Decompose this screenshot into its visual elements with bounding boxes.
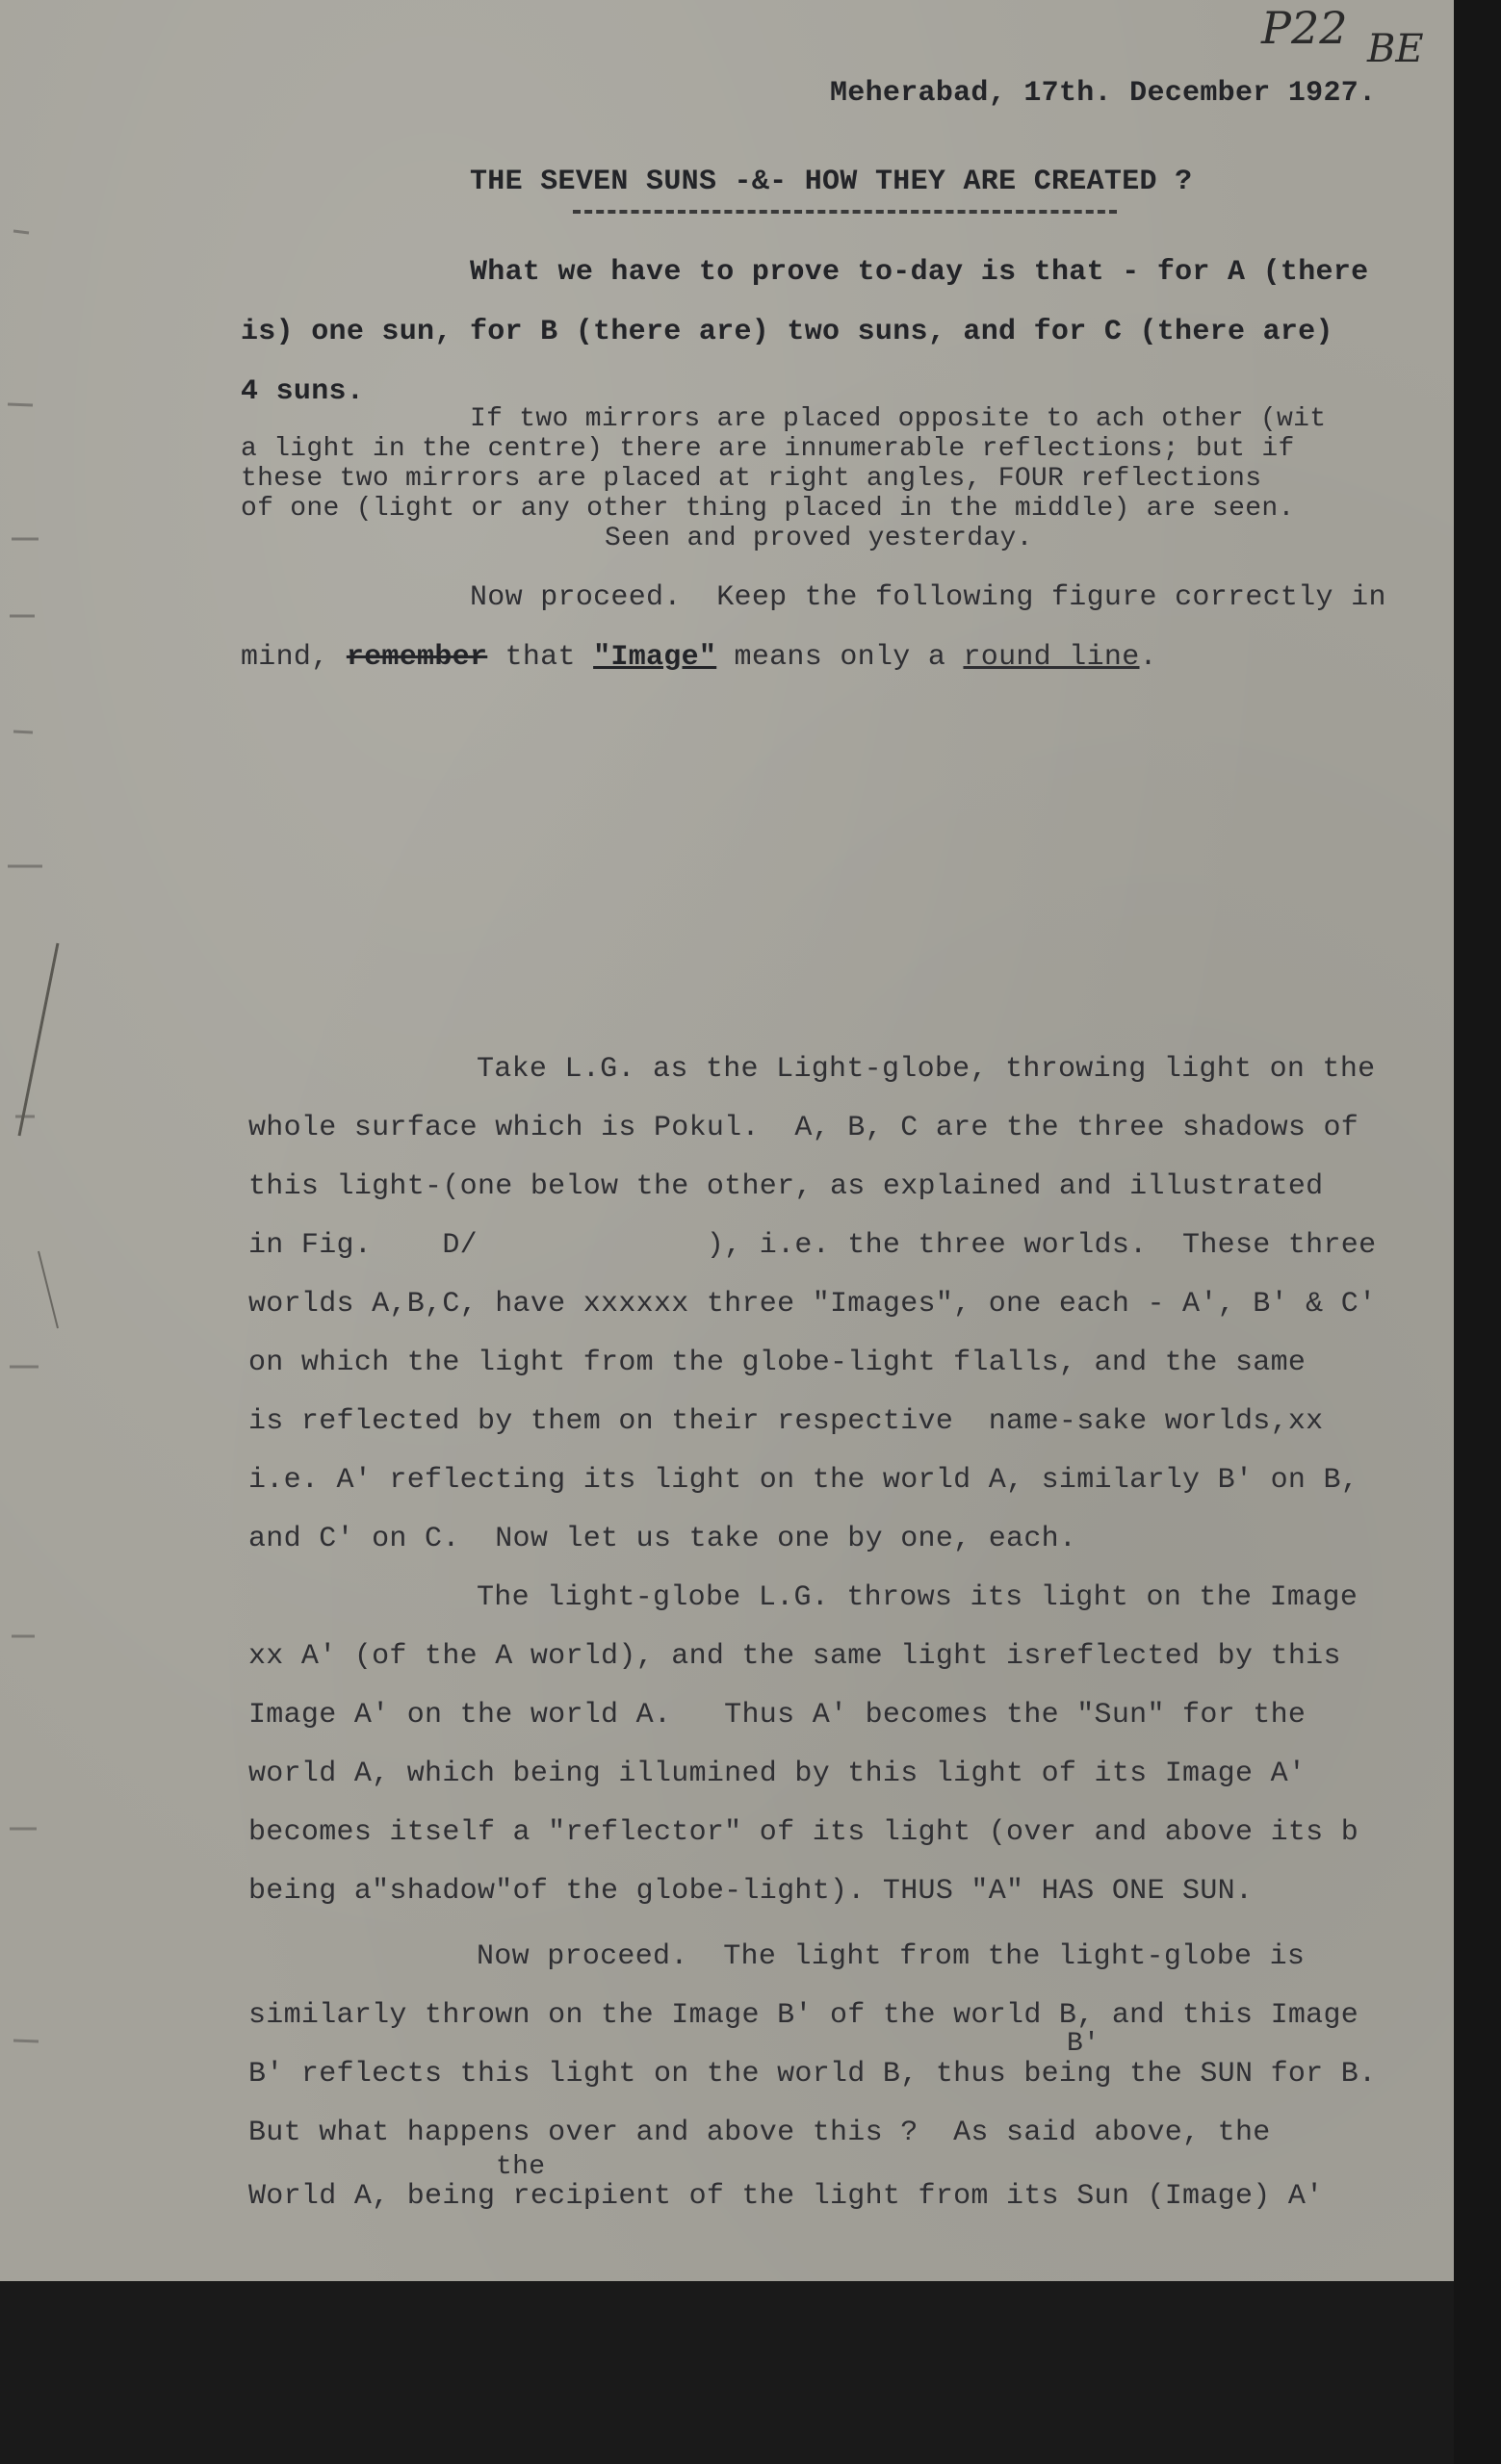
round-line-phrase: round line [963,641,1140,674]
proceed-line-2 [241,641,1157,674]
para-b-line-3: B' reflects this light on the world B, thus being the SUN for B. [248,2058,1377,2091]
image-word: "Image" [593,641,717,674]
figure-placeholder-blank [241,693,1396,1040]
para-lg-line-2: whole surface which is Pokul. A, B, C are the three shadows of [248,1112,1359,1144]
title-underline [573,210,1117,214]
para-lg-line-5: worlds A,B,C, have xxxxxx three "Images", one each - A', B' & C' [248,1288,1377,1321]
handwritten-page-ref-2: BE [1367,27,1424,71]
proceed-line-1: Now proceed. Keep the following figure correctly in [470,581,1386,614]
mirrors-line-5: Seen and proved yesterday. [605,524,1033,553]
para-a-line-4: world A, which being illumined by this light of its Image A' [248,1758,1307,1790]
intro-line-1: What we have to prove to-day is that - for A (there [470,256,1369,289]
para-b-line-1: Now proceed. The light from the light-globe is [477,1940,1306,1973]
para-lg-line-4: in Fig. D/ ), i.e. the three worlds. These three [248,1229,1377,1262]
para-b-line-2: similarly thrown on the Image B' of the world B, and this Image [248,1999,1359,2032]
para-a-line-2: xx A' (of the A world), and the same light isreflected by this [248,1640,1341,1673]
insertion-b-prime: B' [1067,2029,1100,2059]
handwritten-page-ref: P22 [1261,2,1348,54]
mirrors-line-4: of one (light or any other thing placed in the middle) are seen. [241,494,1295,524]
para-a-line-1: The light-globe L.G. throws its light on the Image [477,1581,1359,1614]
para-lg-line-6: on which the light from the globe-light flalls, and the same [248,1347,1307,1379]
mirrors-line-2: a light in the centre) there are innumerable reflections; but if [241,434,1295,464]
para-lg-line-9: and C' on C. Now let us take one by one, each. [248,1523,1077,1555]
struck-word: remember [346,641,488,674]
scan-edge-bottom [0,2281,1454,2464]
mirrors-line-1: If two mirrors are placed opposite to ach other (wit [470,404,1327,434]
proceed-text-b: that [487,641,594,674]
para-b-line-5: World A, being recipient of the light from its Sun (Image) A' [248,2180,1324,2213]
page-title: THE SEVEN SUNS -&- HOW THEY ARE CREATED ? [470,166,1193,198]
intro-line-2: is) one sun, for B (there are) two suns, and for C (there are) [241,316,1333,348]
dateline: Meherabad, 17th. December 1927. [830,77,1377,110]
mirrors-line-3: these two mirrors are placed at right angles, FOUR reflections [241,464,1262,494]
para-a-line-6: being a"shadow"of the globe-light). THUS "A" HAS ONE SUN. [248,1875,1254,1908]
intro-line-3: 4 suns. [241,375,365,408]
para-lg-line-7: is reflected by them on their respective name-sake worlds,xx [248,1405,1324,1438]
proceed-text-c: means only a [716,641,964,674]
para-lg-line-8: i.e. A' reflecting its light on the world A, similarly B' on B, [248,1464,1359,1497]
scan-edge-right [1454,0,1501,2464]
para-b-line-4: But what happens over and above this ? As said above, the [248,2117,1271,2149]
para-lg-line-3: this light-(one below the other, as explained and illustrated [248,1170,1324,1203]
para-a-line-3: Image A' on the world A. Thus A' becomes the "Sun" for the [248,1699,1307,1732]
insertion-the: the [496,2152,546,2182]
proceed-text-a: mind, [241,641,347,674]
para-a-line-5: becomes itself a "reflector" of its light (over and above its b [248,1816,1359,1849]
para-lg-line-1: Take L.G. as the Light-globe, throwing light on the [477,1053,1376,1086]
binding-margin-marks [0,0,106,2281]
proceed-text-d: . [1139,641,1157,674]
